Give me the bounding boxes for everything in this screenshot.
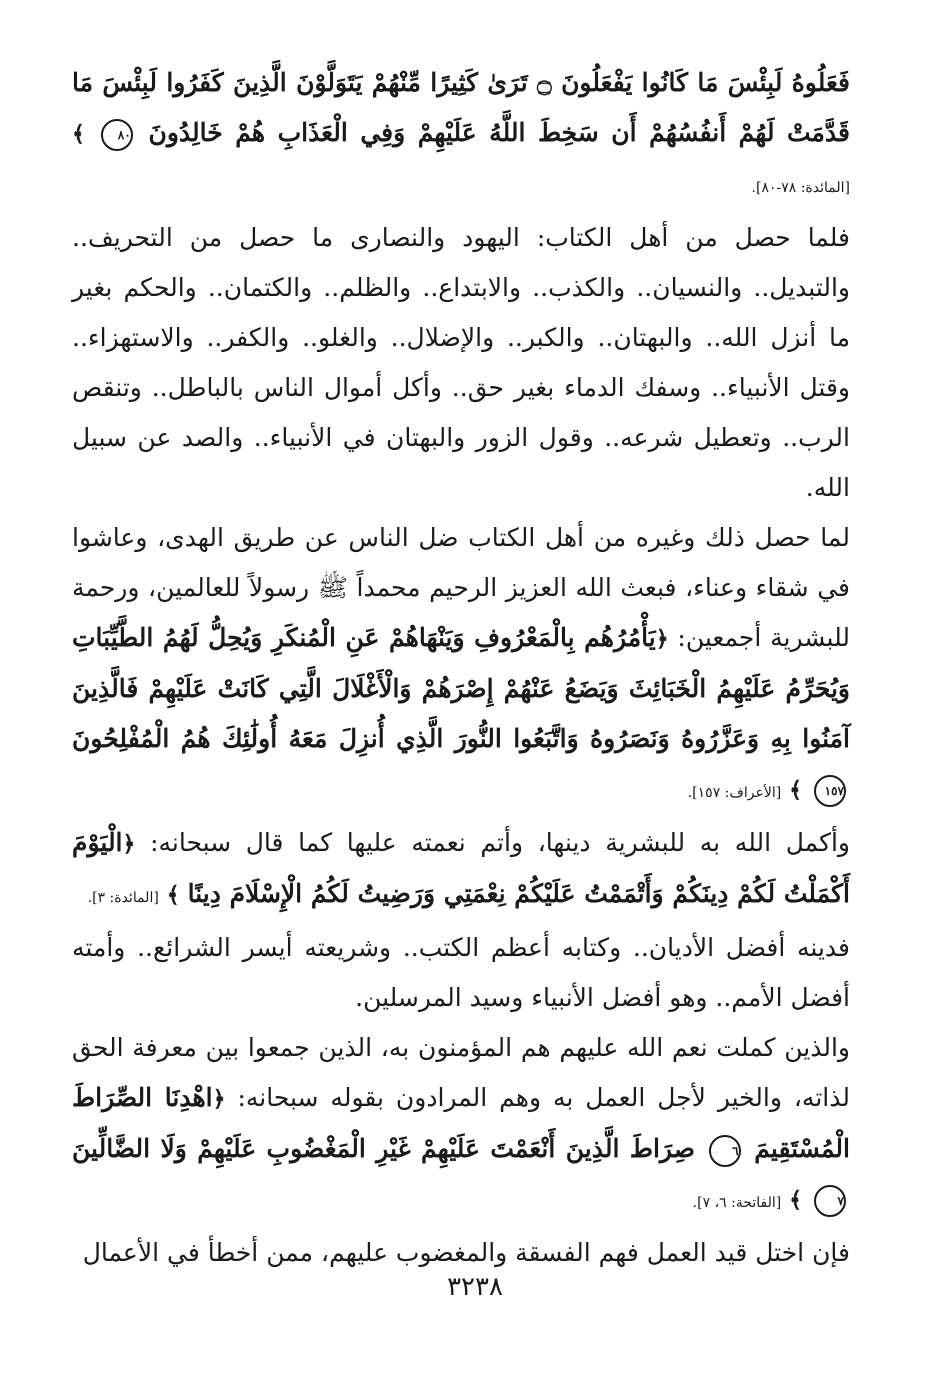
page-number: ٣٢٣٨ xyxy=(447,1272,503,1302)
quran-verse-6: اهْدِنَا الصِّرَاطَ الْمُسْتَقِيمَ xyxy=(72,1083,850,1163)
quran-verse: الْيَوْمَ أَكْمَلْتُ لَكُمْ دِينَكُمْ وَأَتْمَمْتُ عَلَيْكُمْ نِعْمَتِي وَرَضِيتُ لَكُمُ الْإِسْلَامَ دِينًا xyxy=(72,828,850,908)
closing-ornate-bracket: ﴾ xyxy=(789,777,803,803)
paragraph-text: لما حصل ذلك وغيره من أهل الكتاب ضل الناس عن طريق الهدى، وعاشوا في شقاء وعناء، فبعث الله العزيز الرحيم محمداً ﷺ رسولاً للعالمين، ورحمة للبشرية أجمعين: xyxy=(72,523,850,652)
closing-ornate-bracket: ﴾ xyxy=(166,882,180,908)
quran-verse-7: صِرَاطَ الَّذِينَ أَنْعَمْتَ عَلَيْهِمْ غَيْرِ الْمَغْضُوبِ عَلَيْهِمْ وَلَا الضَّالِّينَ xyxy=(72,1134,695,1163)
paragraph-best-religion: فدينه أفضل الأديان.. وكتابه أعظم الكتب.. وشريعته أيسر الشرائع.. وأمته أفضل الأمم.. وهو أفضل الأنبياء وسيد المرسلين. xyxy=(72,933,850,1012)
verse-reference: [الأعراف: ١٥٧]. xyxy=(687,785,782,801)
paragraph-text: وأكمل الله به للبشرية دينها، وأتم نعمته عليها كما قال سبحانه: xyxy=(150,828,851,857)
paragraph-distortions: فلما حصل من أهل الكتاب: اليهود والنصارى ما حصل من التحريف.. والتبديل.. والنسيان.. والكذب.. والابتداع.. والظلم.. والكتمان.. والحكم بغير ما أنزل الله.. والبهتان.. والكبر.. والإضلال.. والغلو.. والكفر.. والاستهزاء.. وقتل الأنبياء.. وسفك الدماء بغير حق.. وأكل أموال الناس بالباطل.. وتنقص الرب.. وتعطيل شرعه.. وقول الزور والبهتان في الأنبياء.. والصد عن سبيل الله. xyxy=(72,223,850,502)
quran-block-maidah-78-80 xyxy=(72,58,850,213)
paragraph-prophet-sent xyxy=(72,513,850,818)
paragraph-straight-path xyxy=(72,1023,850,1228)
quran-verse: فَعَلُوهُ لَبِئْسَ مَا كَانُوا يَفْعَلُونَ ۝ تَرَىٰ كَثِيرًا مِّنْهُمْ يَتَوَلَّوْنَ الَّذِينَ كَفَرُوا لَبِئْسَ مَا قَدَّمَتْ لَهُمْ أَنفُسُهُمْ أَن سَخِطَ اللَّهُ عَلَيْهِمْ وَفِي الْعَذَابِ هُمْ خَالِدُونَ xyxy=(72,68,850,147)
opening-ornate-bracket: ﴿ xyxy=(122,831,136,857)
verse-reference: [المائدة: ٣]. xyxy=(87,890,159,906)
verse-reference: [المائدة: ٧٨-٨٠]. xyxy=(751,180,850,196)
verse-number-marker: ١٥٧ xyxy=(814,775,846,807)
paragraph-continuation: فإن اختل قيد العمل فهم الفسقة والمغضوب عليهم، ممن أخطأ في الأعمال xyxy=(82,1238,850,1267)
page-body xyxy=(72,58,850,1278)
closing-ornate-bracket: ﴾ xyxy=(72,121,85,147)
paragraph-religion-perfected xyxy=(72,818,850,923)
verse-number-marker: ٨٠ xyxy=(101,119,133,151)
opening-ornate-bracket: ﴿ xyxy=(655,626,669,652)
quran-verse: يَأْمُرُهُم بِالْمَعْرُوفِ وَيَنْهَاهُمْ عَنِ الْمُنكَرِ وَيُحِلُّ لَهُمُ الطَّيِّبَاتِ وَيُحَرِّمُ عَلَيْهِمُ الْخَبَائِثَ وَيَضَعُ عَنْهُمْ إِصْرَهُمْ وَالْأَغْلَالَ الَّتِي كَانَتْ عَلَيْهِمْ فَالَّذِينَ آمَنُوا بِهِ وَعَزَّرُوهُ وَنَصَرُوهُ وَاتَّبَعُوا النُّورَ الَّذِي أُنزِلَ مَعَهُ أُولَٰئِكَ هُمُ الْمُفْلِحُونَ xyxy=(72,623,850,753)
verse-number-marker: ٧ xyxy=(814,1185,846,1217)
closing-ornate-bracket: ﴾ xyxy=(789,1187,803,1213)
verse-number-marker: ٦ xyxy=(709,1135,741,1167)
opening-ornate-bracket: ﴿ xyxy=(212,1086,226,1112)
paragraph-text: والذين كملت نعم الله عليهم هم المؤمنون به، الذين جمعوا بين معرفة الحق لذاته، والخير لأجل العمل به وهم المرادون بقوله سبحانه: xyxy=(72,1033,850,1112)
verse-reference: [الفاتحة: ٦، ٧]. xyxy=(692,1195,782,1211)
